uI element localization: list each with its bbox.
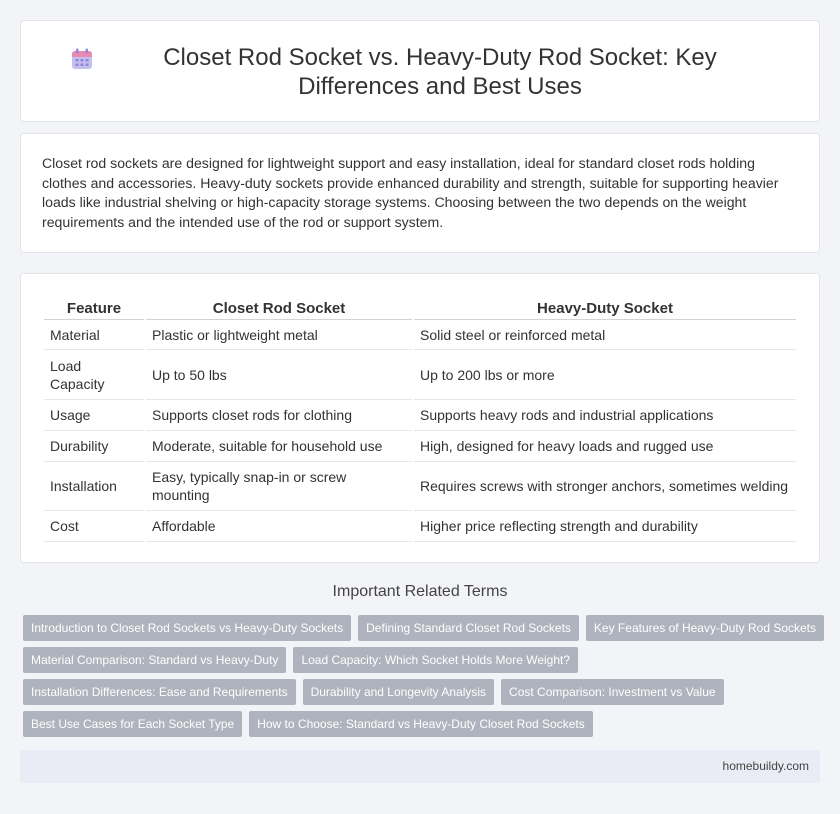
related-term-tag[interactable]: Durability and Longevity Analysis xyxy=(303,679,494,705)
page-title: Closet Rod Socket vs. Heavy-Duty Rod Socket: Key Differences and Best Uses xyxy=(163,44,717,100)
tag-row xyxy=(23,615,823,641)
table-row xyxy=(44,431,796,462)
title-card xyxy=(20,20,820,122)
table-cell-closet: Up to 50 lbs xyxy=(146,350,412,400)
table-row xyxy=(44,400,796,431)
table-cell-heavy: Higher price reflecting strength and durability xyxy=(414,511,796,542)
table-cell-closet: Supports closet rods for clothing xyxy=(146,400,412,431)
table-cell-closet: Plastic or lightweight metal xyxy=(146,320,412,350)
table-cell-feature: Material xyxy=(44,320,144,350)
related-term-tag[interactable]: Material Comparison: Standard vs Heavy-Duty xyxy=(23,647,286,673)
table-cell-heavy: Requires screws with stronger anchors, sometimes welding xyxy=(414,462,796,511)
related-term-tag[interactable]: Introduction to Closet Rod Sockets vs Heavy-Duty Sockets xyxy=(23,615,351,641)
table-header-row xyxy=(44,296,796,320)
table-header-feature: Feature xyxy=(44,296,144,320)
related-term-tag[interactable]: Key Features of Heavy-Duty Rod Sockets xyxy=(586,615,824,641)
table-cell-closet: Moderate, suitable for household use xyxy=(146,431,412,462)
related-term-tag[interactable]: Best Use Cases for Each Socket Type xyxy=(23,711,242,737)
related-term-tag[interactable]: Load Capacity: Which Socket Holds More Weight? xyxy=(293,647,578,673)
tag-row xyxy=(23,679,823,705)
table-header-closet-rod-socket: Closet Rod Socket xyxy=(146,296,412,320)
table-cell-heavy: Up to 200 lbs or more xyxy=(414,350,796,400)
footer xyxy=(20,750,820,783)
related-terms-title: Important Related Terms xyxy=(332,583,508,600)
intro-card xyxy=(20,133,820,253)
related-term-tag[interactable]: Installation Differences: Ease and Requirements xyxy=(23,679,296,705)
table-cell-feature: Cost xyxy=(44,511,144,542)
table-cell-closet: Affordable xyxy=(146,511,412,542)
related-term-tag[interactable]: Defining Standard Closet Rod Sockets xyxy=(358,615,579,641)
related-terms-list xyxy=(23,615,823,743)
table-row xyxy=(44,511,796,542)
tag-row xyxy=(23,647,823,673)
table-cell-feature: Durability xyxy=(44,431,144,462)
footer-site-link[interactable]: homebuildy.com xyxy=(722,759,809,773)
comparison-table xyxy=(42,296,798,542)
table-row xyxy=(44,320,796,350)
table-row xyxy=(44,462,796,511)
table-cell-closet: Easy, typically snap-in or screw mounting xyxy=(146,462,412,511)
table-cell-feature: Installation xyxy=(44,462,144,511)
table-header-heavy-duty-socket: Heavy-Duty Socket xyxy=(414,296,796,320)
tag-row xyxy=(23,711,823,737)
intro-paragraph: Closet rod sockets are designed for lightweight support and easy installation, ideal for standard closet rods holding clothes and accessories. Heavy-duty sockets provide enhanced durability and strength, suitable for supporting heavier loads like industrial shelving or high-capacity storage systems. Choosing between the two depends on the weight requirements and the intended use of the rod or support system. xyxy=(42,155,779,230)
related-term-tag[interactable]: Cost Comparison: Investment vs Value xyxy=(501,679,724,705)
table-cell-feature: Usage xyxy=(44,400,144,431)
table-cell-feature: Load Capacity xyxy=(44,350,144,400)
related-term-tag[interactable]: How to Choose: Standard vs Heavy-Duty Closet Rod Sockets xyxy=(249,711,592,737)
comparison-table-card xyxy=(20,273,820,563)
table-cell-heavy: Supports heavy rods and industrial applications xyxy=(414,400,796,431)
table-row xyxy=(44,350,796,400)
table-cell-heavy: Solid steel or reinforced metal xyxy=(414,320,796,350)
table-cell-heavy: High, designed for heavy loads and rugged use xyxy=(414,431,796,462)
